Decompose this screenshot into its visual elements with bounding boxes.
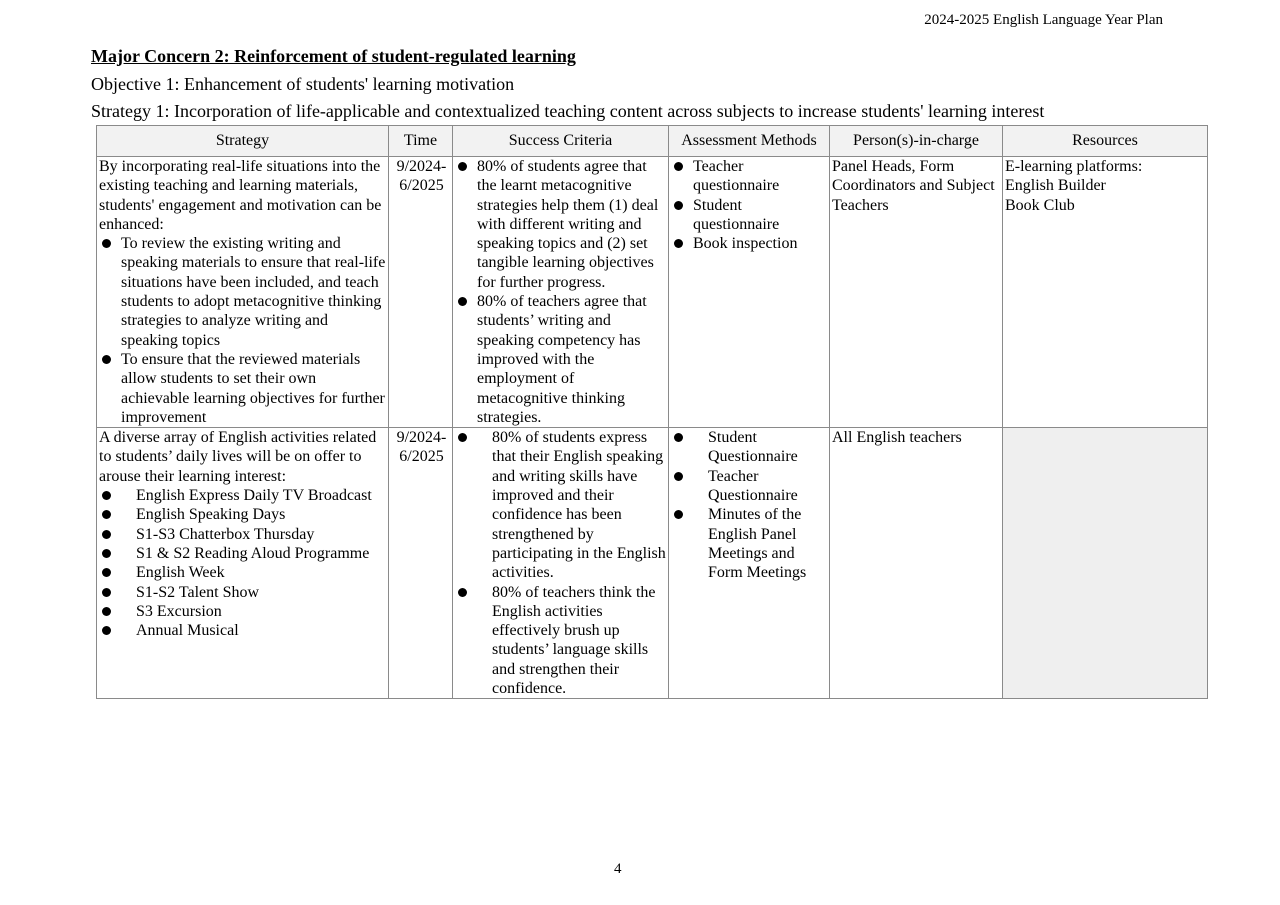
list-item: Teacher questionnaire xyxy=(671,157,829,196)
list-item: Minutes of the English Panel Meetings and Form Meetings xyxy=(671,505,829,582)
table-row xyxy=(97,428,1208,699)
page-number: 4 xyxy=(614,861,622,877)
list-item: 80% of teachers think the English activities effectively brush up students’ language skills and strengthen their confidence. xyxy=(455,583,668,699)
list-item: S1-S2 Talent Show xyxy=(99,583,388,602)
strategy-cell xyxy=(97,157,389,428)
strategy-list xyxy=(99,234,388,427)
criteria-list xyxy=(455,428,668,698)
list-item: English Express Daily TV Broadcast xyxy=(99,486,388,505)
criteria-list xyxy=(455,157,668,427)
resource-item: Book Club xyxy=(1005,196,1075,214)
list-item: Teacher Questionnaire xyxy=(671,467,829,506)
time-cell: 9/2024-6/2025 xyxy=(389,157,453,428)
resource-item: E-learning platforms: xyxy=(1005,158,1143,175)
list-item: English Speaking Days xyxy=(99,505,388,524)
success-criteria-cell xyxy=(453,157,669,428)
strategy-intro: By incorporating real-life situations into the existing teaching and learning materials, students' engagement and motivation can be enhanced: xyxy=(99,158,382,233)
list-item: 80% of students agree that the learnt metacognitive strategies help them (1) deal with different writing and speaking topics and (2) set tangible learning objectives for further progress. xyxy=(455,157,668,292)
list-item: S3 Excursion xyxy=(99,602,388,621)
header-success-criteria: Success Criteria xyxy=(453,126,669,157)
assessment-cell xyxy=(669,428,830,699)
document-header: 2024-2025 English Language Year Plan xyxy=(924,12,1163,28)
list-item: Student questionnaire xyxy=(671,196,829,235)
resource-item: English Builder xyxy=(1005,177,1106,195)
list-item: S1 & S2 Reading Aloud Programme xyxy=(99,544,388,563)
list-item: To review the existing writing and speaking materials to ensure that real-life situations have been included, and teach students to adopt metacognitive thinking strategies to analyze writing and speaking topics xyxy=(99,234,388,350)
resources-cell-empty xyxy=(1003,428,1208,699)
time-cell: 9/2024-6/2025 xyxy=(389,428,453,699)
list-item: Annual Musical xyxy=(99,621,388,640)
list-item: To ensure that the reviewed materials allow students to set their own achievable learning objectives for further improvement xyxy=(99,350,388,427)
header-persons-in-charge: Person(s)-in-charge xyxy=(830,126,1003,157)
assessment-list xyxy=(671,428,829,582)
list-item: Student Questionnaire xyxy=(671,428,829,467)
resources-cell xyxy=(1003,157,1208,428)
list-item: 80% of teachers agree that students’ writing and speaking competency has improved with the employment of metacognitive thinking strategies. xyxy=(455,292,668,427)
list-item: Book inspection xyxy=(671,234,829,253)
header-resources: Resources xyxy=(1003,126,1208,157)
table-row xyxy=(97,157,1208,428)
list-item: English Week xyxy=(99,563,388,582)
list-item: S1-S3 Chatterbox Thursday xyxy=(99,525,388,544)
strategy-cell xyxy=(97,428,389,699)
persons-cell: All English teachers xyxy=(830,428,1003,699)
persons-cell: Panel Heads, Form Coordinators and Subject Teachers xyxy=(830,157,1003,428)
header-time: Time xyxy=(389,126,453,157)
success-criteria-cell xyxy=(453,428,669,699)
list-item: 80% of students express that their English speaking and writing skills have improved and their confidence has been strengthened by participating in the English activities. xyxy=(455,428,668,582)
strategy-line: Strategy 1: Incorporation of life-applicable and contextualized teaching content across subjects to increase students' learning interest xyxy=(91,101,1045,121)
strategy-intro: A diverse array of English activities related to students’ daily lives will be on offer to arouse their learning interest: xyxy=(99,429,377,485)
header-strategy: Strategy xyxy=(97,126,389,157)
major-concern-heading: Major Concern 2: Reinforcement of student-regulated learning xyxy=(91,46,576,66)
activity-list xyxy=(99,486,388,640)
objective-line: Objective 1: Enhancement of students' learning motivation xyxy=(91,74,515,94)
assessment-cell xyxy=(669,157,830,428)
header-assessment-methods: Assessment Methods xyxy=(669,126,830,157)
assessment-list xyxy=(671,157,829,253)
year-plan-table xyxy=(96,125,1208,699)
table-header-row xyxy=(97,126,1208,157)
